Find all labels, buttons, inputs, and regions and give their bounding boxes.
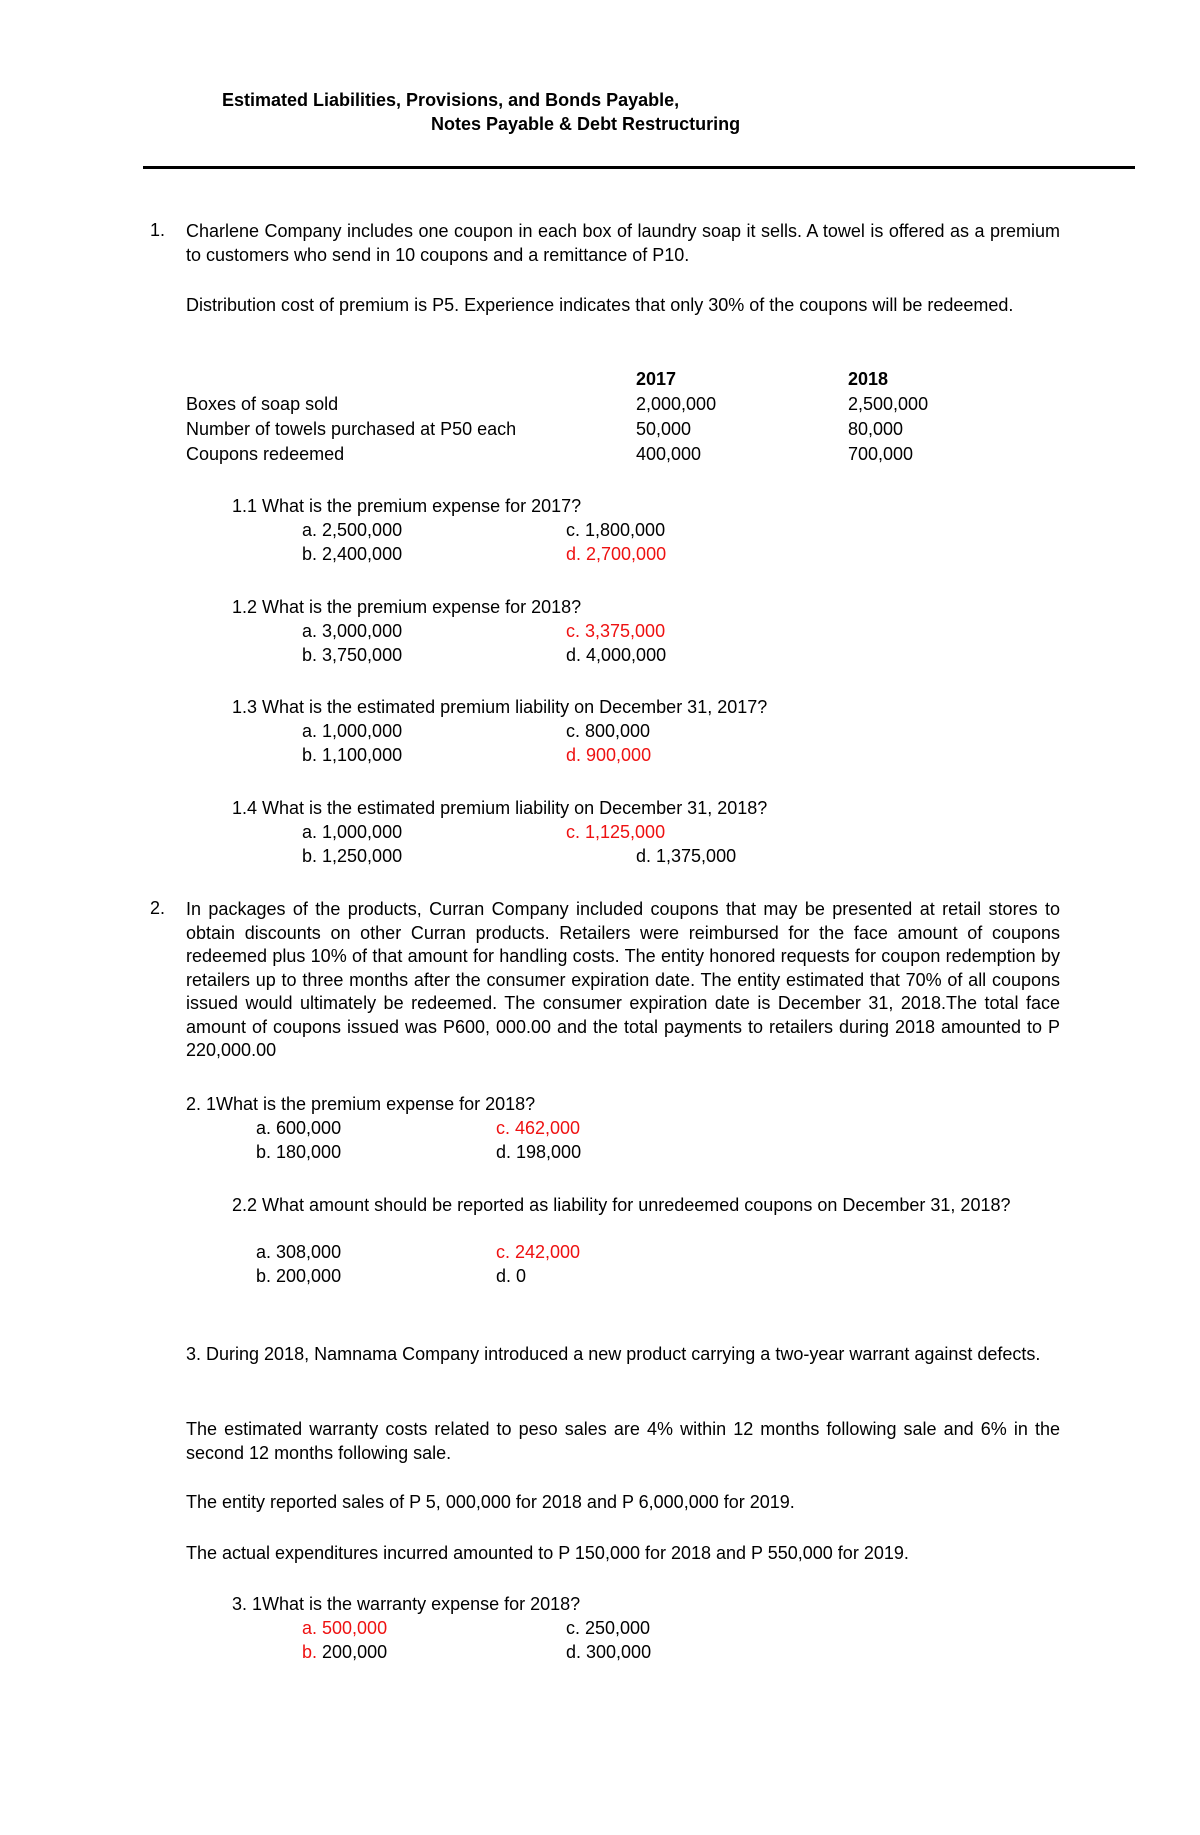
q2-1-choice-d: d. 198,000 [496,1142,582,1162]
q1-1-choice-b: b. 2,400,000 [302,544,403,564]
q3-1-choice-b [302,1642,387,1663]
q2-2-question: 2.2 What amount should be reported as liability for unredeemed coupons on December 31, 2018? [232,1195,1011,1215]
q2-2-choice-d: d. 0 [496,1266,527,1286]
q1-2-choice-a: a. 3,000,000 [302,621,403,641]
table-header-2017: 2017 [636,369,677,389]
header-title-line1: Estimated Liabilities, Provisions, and Bonds Payable, [222,90,680,110]
table-header-2018: 2018 [848,369,889,389]
table-row-label: Boxes of soap sold [186,394,339,414]
q1-1-choice-a: a. 2,500,000 [302,520,403,540]
table-cell: 2,500,000 [848,394,929,414]
table-row-label: Number of towels purchased at P50 each [186,419,517,439]
table-cell: 700,000 [848,444,914,464]
q3-1-choice-c: c. 250,000 [566,1618,651,1638]
q1-2-question: 1.2 What is the premium expense for 2018? [232,597,582,617]
header-divider [143,166,1135,169]
q3-intro: 3. During 2018, Namnama Company introduced a new product carrying a two-year warrant against defects. [186,1344,1041,1364]
q1-2-choice-c-answer: c. 3,375,000 [566,621,666,641]
q1-1-choice-d-answer: d. 2,700,000 [566,544,667,564]
q3-paragraph-1: The estimated warranty costs related to peso sales are 4% within 12 months following sale and 6% in the second 12 months following sale. [186,1419,1060,1463]
q1-4-choice-d: d. 1,375,000 [636,846,737,866]
q3-paragraph-3: The actual expenditures incurred amounted to P 150,000 for 2018 and P 550,000 for 2019. [186,1543,909,1563]
table-cell: 80,000 [848,419,904,439]
q1-1-choice-c: c. 1,800,000 [566,520,666,540]
q1-2-choice-b: b. 3,750,000 [302,645,403,665]
table-cell: 50,000 [636,419,692,439]
q1-3-choice-b: b. 1,100,000 [302,745,403,765]
q3-1-choice-b-letter: b. [302,1642,318,1662]
q2-number: 2. [150,898,166,918]
q2-1-question: 2. 1What is the premium expense for 2018? [186,1094,536,1114]
q1-4-choice-a: a. 1,000,000 [302,822,403,842]
q1-3-choice-a: a. 1,000,000 [302,721,403,741]
header-title-line2: Notes Payable & Debt Restructuring [431,114,741,134]
q2-2-choice-c-answer: c. 242,000 [496,1242,581,1262]
q1-2-choice-d: d. 4,000,000 [566,645,667,665]
q2-1-choice-c-answer: c. 462,000 [496,1118,581,1138]
q1-4-question: 1.4 What is the estimated premium liability on December 31, 2018? [232,798,768,818]
q1-4-choice-c-answer: c. 1,125,000 [566,822,666,842]
q1-number: 1. [150,220,166,240]
q3-1-choice-d: d. 300,000 [566,1642,652,1662]
q2-1-choice-a: a. 600,000 [256,1118,342,1138]
q3-1-choice-a-answer: a. 500,000 [302,1618,388,1638]
q1-3-choice-d-answer: d. 900,000 [566,745,652,765]
q3-1-question: 3. 1What is the warranty expense for 2018? [232,1594,581,1614]
q1-3-question: 1.3 What is the estimated premium liability on December 31, 2017? [232,697,768,717]
table-row-label: Coupons redeemed [186,444,345,464]
q1-paragraph-1: Charlene Company includes one coupon in each box of laundry soap it sells. A towel is offered as a premium to customers who send in 10 coupons and a remittance of P10. [186,221,1060,265]
q2-2-choice-a: a. 308,000 [256,1242,342,1262]
q2-1-choice-b: b. 180,000 [256,1142,342,1162]
table-cell: 2,000,000 [636,394,717,414]
q1-3-choice-c: c. 800,000 [566,721,651,741]
q1-1-question: 1.1 What is the premium expense for 2017? [232,496,582,516]
q2-2-choice-b: b. 200,000 [256,1266,342,1286]
q1-4-choice-b: b. 1,250,000 [302,846,403,866]
q3-paragraph-2: The entity reported sales of P 5, 000,000 for 2018 and P 6,000,000 for 2019. [186,1492,795,1512]
q2-paragraph: In packages of the products, Curran Company included coupons that may be presented at retail stores to obtain discounts on other Curran products. Retailers were reimbursed for the face amount of coupons redeemed plus 10% of that amount for handling costs. The entity honored requests for coupon redemption by retailers up to three months after the consumer expiration date. The entity estimated that 70% of all coupons issued would ultimately be redeemed. The consumer expiration date is December 31, 2018.The total face amount of coupons issued was P600, 000.00 and the total payments to retailers during 2018 amounted to P 220,000.00 [186,899,1060,1060]
q1-paragraph-2: Distribution cost of premium is P5. Experience indicates that only 30% of the coupons will be redeemed. [186,295,1014,315]
table-cell: 400,000 [636,444,702,464]
q3-1-choice-b-value: 200,000 [322,1642,388,1662]
